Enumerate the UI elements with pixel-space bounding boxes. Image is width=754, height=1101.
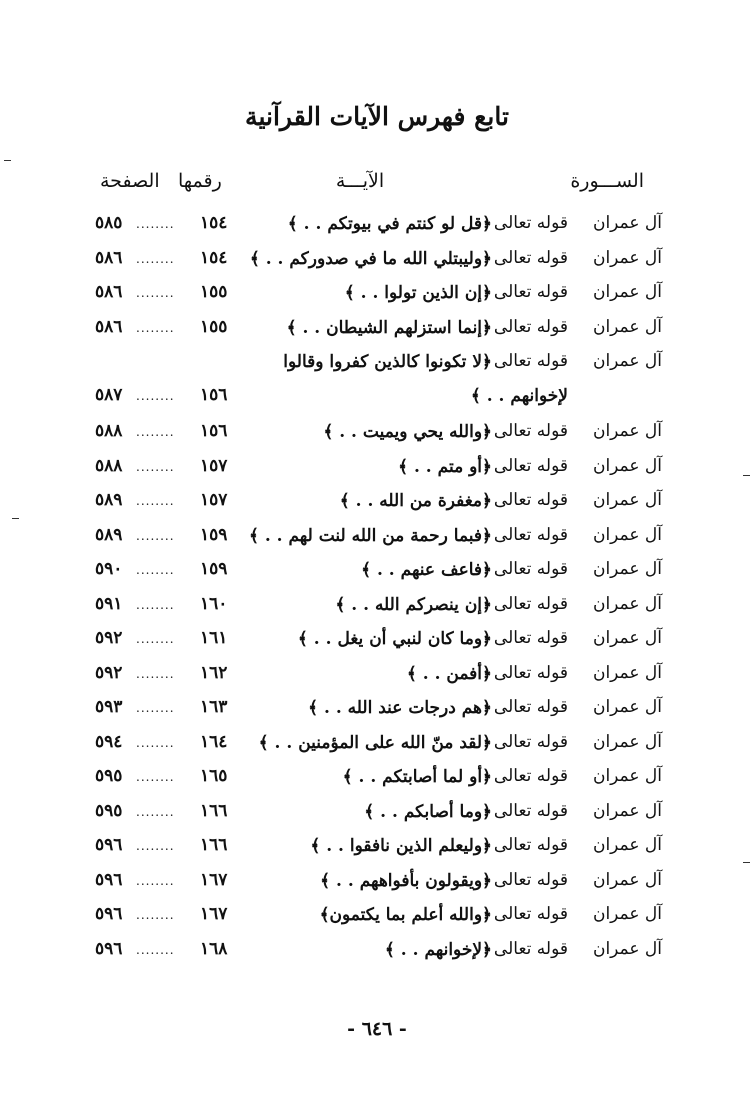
verse-text: ﴿مغفرة من الله . . ﴾ — [339, 491, 492, 511]
page-ref: ٥٩١ — [95, 593, 123, 614]
verse-intro: قوله تعالى : — [482, 247, 568, 268]
leader-dots: ........ — [136, 528, 175, 543]
surah-name: آل عمران — [592, 351, 662, 371]
surah-name: آل عمران — [592, 421, 662, 441]
verse-number: ١٥٦ — [200, 385, 228, 405]
column-headers — [0, 170, 754, 204]
surah-name: آل عمران — [592, 524, 662, 545]
verse-number: ١٦٣ — [200, 697, 228, 717]
surah-name: آل عمران — [592, 938, 662, 959]
leader-dots: ........ — [136, 389, 175, 403]
surah-name: آل عمران — [592, 800, 662, 821]
page-ref: ٥٨٨ — [95, 455, 123, 476]
verse-number: ١٦٦ — [200, 800, 228, 821]
page-ref: ٥٨٦ — [95, 316, 123, 337]
leader-dots: ........ — [136, 839, 175, 853]
verse-text: ﴿لا تكونوا كالذين كفروا وقالوا — [283, 352, 492, 372]
margin-mark — [12, 518, 19, 519]
surah-name: آل عمران — [592, 490, 662, 510]
verse-intro: قوله تعالى : — [482, 800, 568, 821]
verse-intro: قوله تعالى : — [482, 213, 568, 233]
surah-name: آل عمران — [592, 455, 662, 476]
verse-number: ١٥٤ — [200, 213, 228, 233]
verse-number: ١٦٨ — [200, 938, 228, 959]
leader-dots: ........ — [136, 320, 175, 335]
index-table — [0, 209, 754, 969]
table-row — [0, 486, 754, 521]
verse-intro: قوله تعالى : — [482, 628, 568, 648]
page-ref: ٥٩٣ — [95, 697, 123, 717]
verse-number: ١٦٦ — [200, 835, 228, 855]
surah-name: آل عمران — [592, 697, 662, 717]
header-surah: الســـورة — [570, 170, 644, 192]
page-ref: ٥٩٦ — [95, 938, 123, 959]
table-row — [0, 209, 754, 244]
page-number: - ٦٤٦ - — [347, 1018, 407, 1040]
leader-dots: ........ — [136, 666, 175, 681]
verse-text: ﴿إنما استزلهم الشيطان . . ﴾ — [286, 317, 492, 338]
surah-name: آل عمران — [592, 213, 662, 233]
table-row — [0, 831, 754, 866]
page-ref: ٥٨٩ — [95, 524, 123, 545]
leader-dots: ........ — [136, 494, 175, 508]
verse-text: ﴿وليبتلي الله ما في صدوركم . . ﴾ — [249, 248, 492, 269]
table-row — [0, 797, 754, 832]
verse-text: ﴿أفمن . . ﴾ — [406, 663, 492, 684]
verse-intro: قوله تعالى : — [482, 835, 568, 855]
leader-dots: ........ — [136, 873, 175, 888]
page-ref: ٥٨٦ — [95, 247, 123, 268]
surah-name: آل عمران — [592, 282, 662, 302]
table-row — [0, 278, 754, 313]
verse-intro: قوله تعالى : — [482, 904, 568, 924]
verse-text: ﴿أو متم . . ﴾ — [398, 456, 492, 477]
verse-text: ﴿والله يحي ويميت . . ﴾ — [323, 422, 492, 442]
verse-number: ١٥٧ — [200, 455, 228, 476]
leader-dots: ........ — [136, 735, 175, 750]
surah-name: آل عمران — [592, 316, 662, 337]
verse-text: ﴿قل لو كنتم في بيوتكم . . ﴾ — [287, 214, 492, 234]
verse-intro: قوله تعالى : — [482, 316, 568, 337]
verse-text: ﴿لقد منّ الله على المؤمنين . . ﴾ — [258, 732, 492, 753]
leader-dots: ........ — [136, 942, 175, 957]
verse-text: ﴿إن الذين تولوا . . ﴾ — [344, 283, 492, 303]
page-ref: ٥٩٦ — [95, 904, 123, 924]
leader-dots: ........ — [136, 770, 175, 784]
leader-dots: ........ — [136, 804, 175, 819]
verse-intro: قوله تعالى : — [482, 490, 568, 510]
verse-intro: قوله تعالى : — [482, 697, 568, 717]
table-row — [0, 521, 754, 556]
page-ref: ٥٩٤ — [95, 731, 123, 752]
verse-intro: قوله تعالى : — [482, 662, 568, 683]
verse-text: ﴿وليعلم الذين نافقوا . . ﴾ — [310, 836, 492, 856]
verse-text: ﴿ويقولون بأفواههم . . ﴾ — [320, 870, 492, 891]
verse-text: ﴿هم درجات عند الله . . ﴾ — [308, 698, 492, 718]
table-row — [0, 935, 754, 970]
verse-text-continued: لإخوانهم . . ﴾ — [470, 386, 568, 406]
verse-intro: قوله تعالى : — [482, 524, 568, 545]
verse-intro: قوله تعالى : — [482, 455, 568, 476]
verse-number: ١٥٦ — [200, 421, 228, 441]
verse-number: ١٦٧ — [200, 904, 228, 924]
margin-mark — [743, 475, 750, 476]
verse-number: ١٥٥ — [200, 282, 228, 302]
page-ref: ٥٨٧ — [95, 385, 123, 405]
verse-text: ﴿أو لما أصابتكم . . ﴾ — [342, 767, 492, 787]
verse-number: ١٥٤ — [200, 247, 228, 268]
verse-text: ﴿إن ينصركم الله . . ﴾ — [335, 594, 492, 615]
leader-dots: ........ — [136, 701, 175, 715]
verse-intro: قوله تعالى : — [482, 731, 568, 752]
verse-text: ﴿وما كان لنبي أن يغل . . ﴾ — [297, 629, 492, 649]
table-row — [0, 452, 754, 487]
verse-number: ١٦٤ — [200, 731, 228, 752]
page-ref: ٥٨٩ — [95, 490, 123, 510]
verse-intro: قوله تعالى : — [482, 938, 568, 959]
surah-name: آل عمران — [592, 835, 662, 855]
header-number: رقمها — [178, 170, 222, 192]
leader-dots: ........ — [136, 597, 175, 612]
surah-name: آل عمران — [592, 904, 662, 924]
verse-text: ﴿فبما رحمة من الله لنت لهم . . ﴾ — [248, 525, 492, 546]
page-ref: ٥٩٦ — [95, 835, 123, 855]
verse-intro: قوله تعالى : — [482, 559, 568, 579]
page-ref: ٥٩٥ — [95, 766, 123, 786]
page-ref: ٥٨٦ — [95, 282, 123, 302]
verse-text: ﴿والله أعلم بما يكتمون﴾ — [319, 905, 492, 925]
verse-text: ﴿فاعف عنهم . . ﴾ — [361, 560, 492, 580]
page-title: تابع فهرس الآيات القرآنية — [245, 102, 509, 131]
margin-mark — [4, 160, 11, 161]
page-ref: ٥٩٦ — [95, 869, 123, 890]
surah-name: آل عمران — [592, 731, 662, 752]
page-ref: ٥٨٥ — [95, 213, 123, 233]
surah-name: آل عمران — [592, 662, 662, 683]
table-row — [0, 244, 754, 279]
verse-number: ١٦٥ — [200, 766, 228, 786]
verse-intro: قوله تعالى : — [482, 766, 568, 786]
leader-dots: ........ — [136, 459, 175, 474]
verse-number: ١٥٧ — [200, 490, 228, 510]
verse-number: ١٦٢ — [200, 662, 228, 683]
leader-dots: ........ — [136, 908, 175, 922]
surah-name: آل عمران — [592, 869, 662, 890]
surah-name: آل عمران — [592, 559, 662, 579]
verse-number: ١٦٧ — [200, 869, 228, 890]
table-row — [0, 728, 754, 763]
leader-dots: ........ — [136, 563, 175, 577]
header-page: الصفحة — [100, 170, 160, 192]
verse-number: ١٥٩ — [200, 524, 228, 545]
header-ayah: الآيـــة — [335, 170, 385, 192]
verse-intro: قوله تعالى : — [482, 282, 568, 302]
verse-intro: قوله تعالى : — [482, 593, 568, 614]
page-ref: ٥٩٥ — [95, 800, 123, 821]
leader-dots: ........ — [136, 217, 175, 231]
table-row — [0, 555, 754, 590]
table-row — [0, 347, 754, 417]
leader-dots: ........ — [136, 632, 175, 646]
verse-intro: قوله تعالى : — [482, 869, 568, 890]
verse-number: ١٦٠ — [200, 593, 228, 614]
leader-dots: ........ — [136, 286, 175, 300]
verse-number: ١٥٩ — [200, 559, 228, 579]
surah-name: آل عمران — [592, 628, 662, 648]
table-row — [0, 900, 754, 935]
verse-number: ١٦١ — [200, 628, 228, 648]
verse-intro: قوله تعالى : — [482, 351, 568, 371]
table-row — [0, 866, 754, 901]
leader-dots: ........ — [136, 251, 175, 266]
table-row — [0, 417, 754, 452]
surah-name: آل عمران — [592, 593, 662, 614]
surah-name: آل عمران — [592, 247, 662, 268]
margin-mark — [743, 862, 750, 863]
page-ref: ٥٩٠ — [95, 559, 123, 579]
table-row — [0, 313, 754, 348]
table-row — [0, 624, 754, 659]
page-ref: ٥٨٨ — [95, 421, 123, 441]
table-row — [0, 590, 754, 625]
table-row — [0, 659, 754, 694]
surah-name: آل عمران — [592, 766, 662, 786]
verse-number: ١٥٥ — [200, 316, 228, 337]
page-ref: ٥٩٢ — [95, 628, 123, 648]
table-row — [0, 762, 754, 797]
verse-text: ﴿وما أصابكم . . ﴾ — [364, 801, 492, 822]
verse-text: ﴿لإخوانهم . . ﴾ — [384, 939, 492, 960]
verse-intro: قوله تعالى : — [482, 421, 568, 441]
page-ref: ٥٩٢ — [95, 662, 123, 683]
leader-dots: ........ — [136, 425, 175, 439]
table-row — [0, 693, 754, 728]
